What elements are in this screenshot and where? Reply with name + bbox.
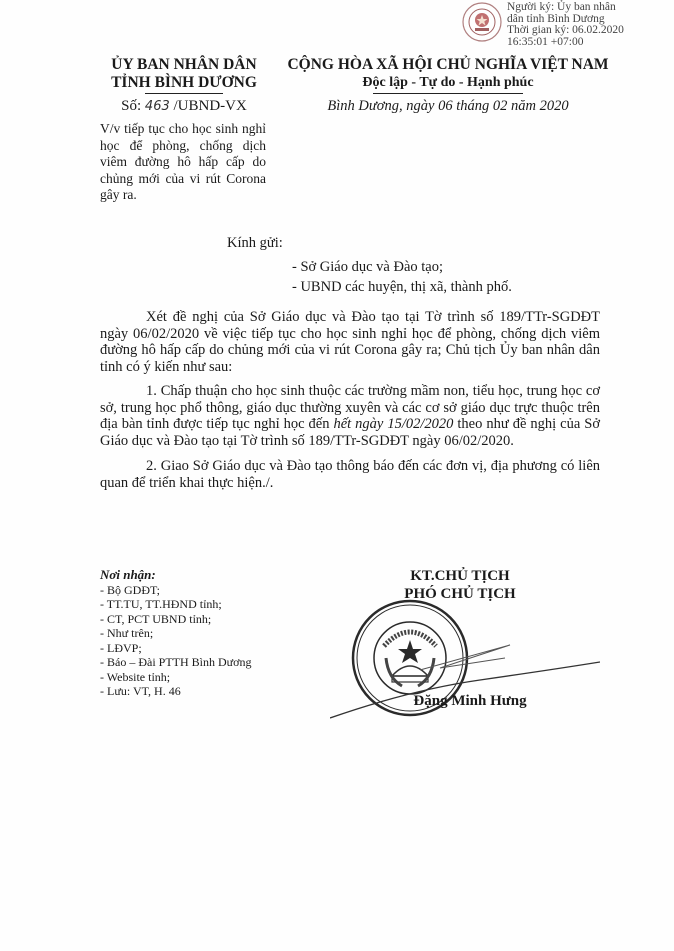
date-line: Bình Dương, ngày 06 tháng 02 năm 2020 xyxy=(327,98,569,114)
body-item-1 xyxy=(100,383,600,449)
national-header xyxy=(278,56,618,94)
item1-text-end: theo như đề nghị của Sở Giáo dục và Đào tạo tại Tờ trình số 189/TTr-SGDĐT ngày 06/02/2020. xyxy=(100,416,600,449)
recipient-item: - Lưu: VT, H. 46 xyxy=(100,684,181,698)
issuer-header xyxy=(100,56,268,94)
sign-time-value: 16:35:01 +07:00 xyxy=(507,35,584,48)
number-suffix: /UBND-VX xyxy=(173,98,247,114)
signer-line: Người ký: Ủy ban nhân xyxy=(507,1,616,13)
national-emblem-seal-icon xyxy=(462,2,502,42)
digital-signature-text xyxy=(507,2,624,48)
addressee-list xyxy=(292,257,512,297)
recipients-footer-label: Nơi nhận: xyxy=(100,567,156,582)
recipient-item: - TT.TU, TT.HĐND tỉnh; xyxy=(100,597,222,611)
body-intro: Xét đề nghị của Sở Giáo dục và Đào tạo tại Tờ trình số 189/TTr-SGDĐT ngày 06/02/2020 về việc tiếp tục cho học sinh nghỉ học để phòng, chống dịch viêm đường hô hấp cấp do chủng mới của vi rút Corona gây ra; Chủ tịch Ủy ban nhân dân tỉnh có ý kiến như sau: xyxy=(100,309,600,375)
motto-underline xyxy=(373,93,523,94)
national-motto: Độc lập - Tự do - Hạnh phúc xyxy=(362,75,534,90)
issuer-line2: TỈNH BÌNH DƯƠNG xyxy=(111,74,257,91)
national-title: CỘNG HÒA XÃ HỘI CHỦ NGHĨA VIỆT NAM xyxy=(287,56,609,73)
recipient-item: - Bộ GDĐT; xyxy=(100,582,160,597)
addressee-item: - UBND các huyện, thị xã, thành phố. xyxy=(292,279,512,295)
recipient-item: - Báo – Đài PTTH Bình Dương xyxy=(100,655,252,669)
recipient-item: - LĐVP; xyxy=(100,640,142,655)
signer-name: Đặng Minh Hưng xyxy=(413,693,527,709)
addressee-item: - Sở Giáo dục và Đào tạo; xyxy=(292,259,444,275)
recipient-item: - Website tỉnh; xyxy=(100,669,171,684)
item1-text: 1. Chấp thuận cho học sinh thuộc các trường mầm non, tiểu học, trung học cơ sở, trung học phổ thông, giáo dục thường xuyên và các cơ sở giáo dục trực thuộc trên địa bàn tỉnh được tiếp tục nghỉ học đến xyxy=(100,383,600,432)
recipient-item: - CT, PCT UBND tỉnh; xyxy=(100,611,212,626)
document-number xyxy=(100,98,268,115)
sign-title-1: KT.CHỦ TỊCH xyxy=(410,568,510,584)
sign-title-2: PHÓ CHỦ TỊCH xyxy=(404,586,516,602)
number-handwritten: 463 xyxy=(144,99,170,114)
body-item-2: 2. Giao Sở Giáo dục và Đào tạo thông báo đến các đơn vị, địa phương có liên quan để triển khai thực hiện./. xyxy=(100,458,600,491)
number-prefix: Số: xyxy=(121,98,142,114)
recipient-item: - Như trên; xyxy=(100,626,154,640)
sign-time-label: Thời gian ký: 06.02.2020 xyxy=(507,24,624,36)
signer-line-cont: dân tỉnh Bình Dương xyxy=(507,12,605,25)
document-body xyxy=(100,309,600,500)
issuer-line1: ỦY BAN NHÂN DÂN xyxy=(111,56,257,73)
subject-line: V/v tiếp tục cho học sinh nghỉ học để phòng, chống dịch viêm đường hô hấp cấp do chủng mới của vi rút Corona gây ra. xyxy=(100,121,266,202)
recipients-footer xyxy=(100,568,300,699)
digital-signature xyxy=(462,2,672,46)
header-underline xyxy=(145,93,223,94)
item1-deadline: hết ngày 15/02/2020 xyxy=(333,416,454,432)
addressee-label: Kính gửi: xyxy=(227,235,283,251)
